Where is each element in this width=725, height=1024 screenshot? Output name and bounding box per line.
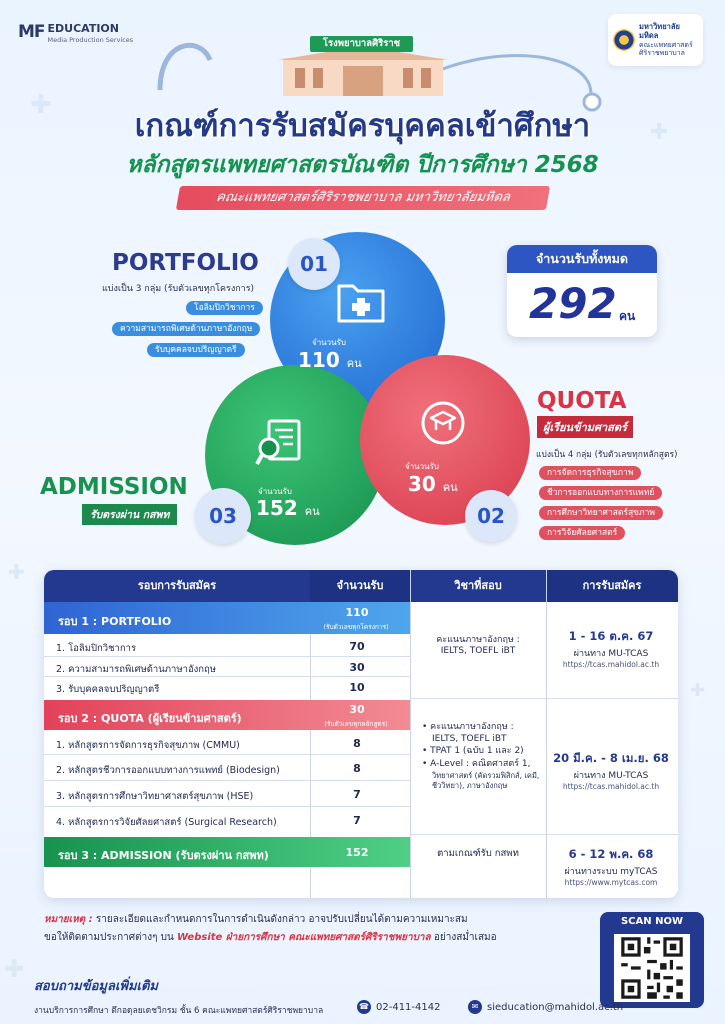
row-divider <box>44 780 410 781</box>
university-seal-icon <box>613 29 635 51</box>
background-cross-icon: ✚ <box>4 955 25 983</box>
round1-count: 110 <box>345 606 369 619</box>
round2-reg-url: https://tcas.mahidol.ac.th <box>562 782 660 791</box>
table-header: จำนวนรับ <box>310 570 410 602</box>
background-cross-icon: ✚ <box>650 120 669 145</box>
round2-label: รอบ 2 : QUOTA (ผู้เรียนข้ามศาสตร์) <box>58 712 242 725</box>
round1-row-label: 1. โอลิมปิกวิชาการ <box>56 643 137 654</box>
round1-note: (รับตัวเลขทุกโครงการ) <box>323 623 389 631</box>
contact-address: งานบริการการศึกษา ตึกอดุลยเดชวิกรม ชั้น 6 คณะแพทยศาสตร์ศิริราชพยาบาล <box>34 1006 324 1016</box>
quota-title: QUOTA <box>537 388 627 414</box>
email-icon: ✉ <box>468 1000 482 1014</box>
admission-schedule-table <box>44 570 678 898</box>
quota-group-pill: การจัดการธุรกิจสุขภาพ <box>539 466 641 480</box>
faculty-banner-text: คณะแพทยศาสตร์ศิริราชพยาบาล มหาวิทยาลัยมหิดล <box>214 190 512 205</box>
brand-name: EDUCATION <box>47 22 119 35</box>
total-value: 292 <box>529 279 617 328</box>
round3-reg-date: 6 - 12 พ.ค. 68 <box>568 847 654 861</box>
table-header: รอบการรับสมัคร <box>44 570 310 602</box>
portfolio-count-value: 110 <box>298 348 340 372</box>
round2-reg-channel: ผ่านทาง MU-TCAS <box>573 771 649 781</box>
round2-exam-list <box>422 722 542 791</box>
phone-icon: ☎ <box>357 1000 371 1014</box>
quota-count-unit: คน <box>442 481 458 494</box>
round1-row-label: 3. รับบุคคลจบปริญญาตรี <box>56 684 160 695</box>
admission-count-unit: คน <box>304 505 320 518</box>
round3-count: 152 <box>345 846 369 859</box>
row-divider <box>44 656 410 657</box>
mahidol-logo <box>608 14 703 66</box>
admission-count-label: จำนวนรับ <box>258 487 292 496</box>
scan-qr-card <box>600 912 704 1008</box>
contact-title: สอบถามข้อมูลเพิ่มเติม <box>34 979 159 994</box>
row-divider <box>44 806 410 807</box>
round2-reg-date: 20 มี.ค. - 8 เม.ย. 68 <box>553 751 669 765</box>
round2-row-label: 4. หลักสูตรการวิจัยศัลยศาสตร์ (Surgical Research) <box>56 817 277 828</box>
quota-group-pill: การศึกษาวิทยาศาสตร์สุขภาพ <box>539 506 663 520</box>
faculty-line-2: ศิริราชพยาบาล <box>639 48 685 57</box>
round1-row-value: 10 <box>349 681 365 694</box>
total-label: จำนวนรับทั้งหมด <box>507 245 657 273</box>
portfolio-group-pill: โอลิมปิกวิชาการ <box>186 301 263 315</box>
note-text: อย่างสม่ำเสมอ <box>433 932 497 943</box>
qr-code-icon[interactable] <box>614 934 690 1002</box>
round2-exam-item-sub: IELTS, TOEFL iBT <box>432 733 507 744</box>
quota-subtitle: แบ่งเป็น 4 กลุ่ม (รับตัวเลขทุกหลักสูตร) <box>536 450 678 460</box>
portfolio-group-pill: ความสามารถพิเศษด้านภาษาอังกฤษ <box>112 322 260 336</box>
phone-number: 02-411-4142 <box>376 1001 441 1013</box>
admission-number-badge: 03 <box>195 488 251 544</box>
round3-registration <box>546 846 676 887</box>
total-admission-card <box>507 245 657 337</box>
round3-reg-url: https://www.mytcas.com <box>564 878 658 887</box>
portfolio-group-pill: รับบุคคลจบปริญญาตรี <box>147 343 245 357</box>
background-cross-icon: ✚ <box>30 90 52 120</box>
media-brand-logo <box>18 22 133 44</box>
quota-count-value: 30 <box>408 472 436 496</box>
faculty-banner <box>176 186 550 210</box>
program-title: หลักสูตรแพทยศาสตรบัณฑิต ปีการศึกษา 2568 <box>126 152 599 178</box>
note-line-1 <box>44 912 468 927</box>
background-cross-icon: ✚ <box>690 680 706 701</box>
portfolio-count-unit: คน <box>346 357 362 370</box>
round2-exam-item: • A-Level : คณิตศาสตร์ 1, <box>422 759 531 770</box>
round3-reg-channel: ผ่านทางระบบ myTCAS <box>564 867 658 877</box>
row-divider <box>410 698 678 699</box>
note-text: รายละเอียดและกำหนดการในการดำเนินดังกล่าว อาจปรับเปลี่ยนได้ตามความเหมาะสม <box>95 914 468 925</box>
portfolio-title: PORTFOLIO <box>112 250 259 276</box>
round1-reg-date: 1 - 16 ต.ค. 67 <box>568 629 654 643</box>
round2-note: (รับตัวเลขทุกหลักสูตร) <box>324 720 388 728</box>
total-unit: คน <box>619 309 636 323</box>
medical-folder-icon <box>336 280 386 324</box>
portfolio-number-badge: 01 <box>288 238 340 290</box>
admission-title: ADMISSION <box>40 474 188 500</box>
round1-exam-line: IELTS, TOEFL iBT <box>440 646 516 656</box>
table-header: วิชาที่สอบ <box>410 570 546 602</box>
round2-exam-item-sub: วิทยาศาสตร์ (คัดรวมฟิสิกส์, เคมี, ชีววิทยา), ภาษาอังกฤษ <box>432 770 540 790</box>
portfolio-count <box>298 348 362 372</box>
round3-exam: ตามเกณฑ์รับ กสพท <box>437 848 519 859</box>
hospital-sign: โรงพยาบาลศิริราช <box>310 36 413 52</box>
admission-tag: รับตรงผ่าน กสพท <box>82 504 177 525</box>
round2-exam-item: • คะแนนภาษาอังกฤษ : <box>422 722 514 732</box>
round3-label: รอบ 3 : ADMISSION (รับตรงผ่าน กสพท) <box>58 849 269 862</box>
contact-email[interactable] <box>468 1000 623 1014</box>
round2-row-value: 7 <box>353 788 361 801</box>
quota-group-pill: การวิจัยศัลยศาสตร์ <box>539 526 625 540</box>
page-title: เกณฑ์การรับสมัครบุคคลเข้าศึกษา <box>134 108 591 144</box>
round1-label: รอบ 1 : PORTFOLIO <box>58 615 172 628</box>
row-divider <box>44 676 410 677</box>
quota-count <box>408 472 458 496</box>
brand-mark: MF <box>18 22 45 42</box>
note-text: ขอให้ติดตามประกาศต่างๆ บน <box>44 932 174 943</box>
note-line-2 <box>44 930 497 945</box>
round2-row-label: 2. หลักสูตรชีวการออกแบบทางการแพทย์ (Biodesign) <box>56 765 280 776</box>
quota-group-pill: ชีวการออกแบบทางการแพทย์ <box>539 486 662 500</box>
university-name: มหาวิทยาลัยมหิดล <box>639 22 680 40</box>
row-divider <box>410 834 678 835</box>
round1-exam-line: คะแนนภาษาอังกฤษ : <box>436 635 520 645</box>
quota-count-label: จำนวนรับ <box>405 462 439 471</box>
round2-row-label: 3. หลักสูตรการศึกษาวิทยาศาสตร์สุขภาพ (HSE) <box>56 791 254 802</box>
round2-registration <box>546 750 676 791</box>
portfolio-count-label: จำนวนรับ <box>312 338 346 347</box>
portfolio-subtitle: แบ่งเป็น 3 กลุ่ม (รับตัวเลขทุกโครงการ) <box>102 284 255 294</box>
round1-row-value: 30 <box>349 661 365 674</box>
admission-count-value: 152 <box>256 496 298 520</box>
round2-count: 30 <box>349 703 365 716</box>
scan-label: SCAN NOW <box>620 916 684 927</box>
round2-row-value: 8 <box>353 762 361 775</box>
round2-row-value: 7 <box>353 814 361 827</box>
round1-reg-channel: ผ่านทาง MU-TCAS <box>573 649 649 659</box>
round1-registration <box>546 628 676 669</box>
note-prefix: หมายเหตุ : <box>44 914 93 925</box>
row-divider <box>44 754 410 755</box>
round1-row-label: 2. ความสามารถพิเศษด้านภาษาอังกฤษ <box>56 664 217 675</box>
quota-number-badge: 02 <box>465 490 517 542</box>
email-address: sieducation@mahidol.ac.th <box>487 1001 624 1013</box>
website-link[interactable]: Website ฝ่ายการศึกษา คณะแพทยศาสตร์ศิริราชพยาบาล <box>177 932 431 943</box>
admission-count <box>256 496 320 520</box>
brand-sub: Media Production Services <box>47 36 134 44</box>
graduation-cap-icon <box>420 400 466 446</box>
round1-reg-url: https://tcas.mahidol.ac.th <box>562 660 660 669</box>
table-header: การรับสมัคร <box>546 570 678 602</box>
quota-tag: ผู้เรียนข้ามศาสตร์ <box>537 416 633 438</box>
round2-row-label: 1. หลักสูตรการจัดการธุรกิจสุขภาพ (CMMU) <box>56 740 240 751</box>
background-cross-icon: ✚ <box>8 560 25 584</box>
round2-row-value: 8 <box>353 737 361 750</box>
faculty-line: คณะแพทยศาสตร์ <box>639 40 693 49</box>
round1-row-value: 70 <box>349 640 365 653</box>
contact-phone[interactable] <box>357 1000 440 1014</box>
round2-exam-item: • TPAT 1 (ฉบับ 1 และ 2) <box>422 746 524 757</box>
document-search-icon <box>255 418 305 470</box>
round1-exam <box>410 632 546 656</box>
